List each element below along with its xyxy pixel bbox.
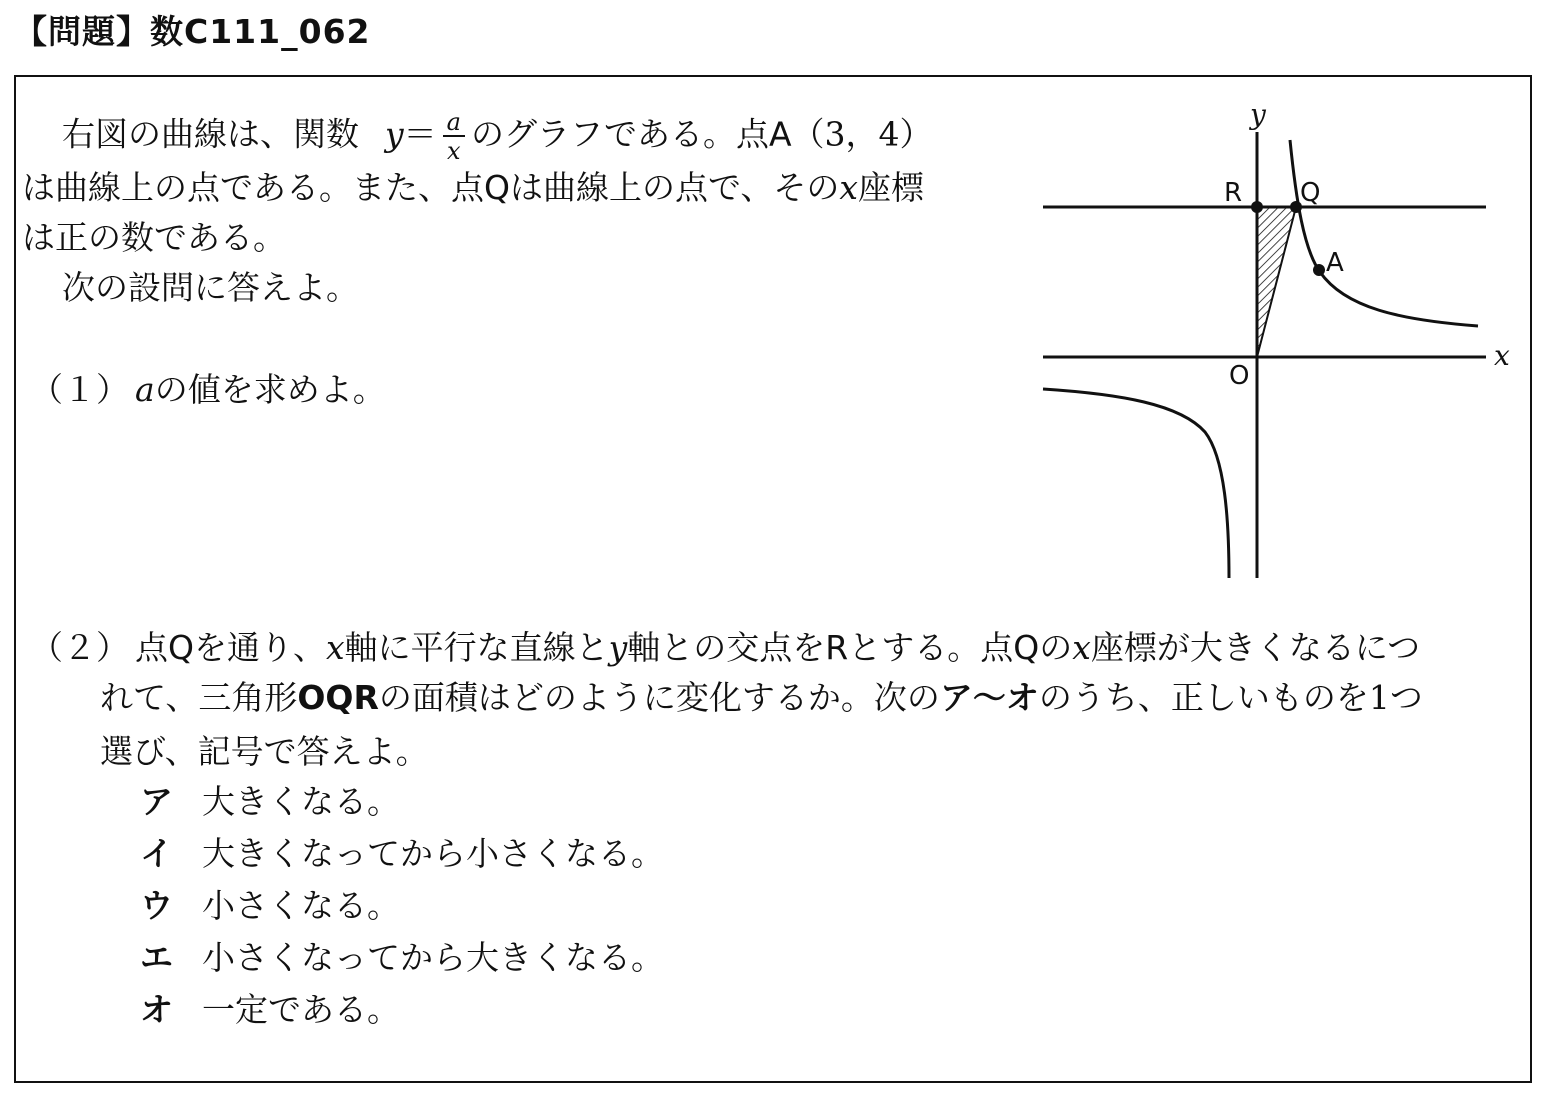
function-fraction (443, 110, 465, 163)
choice-item (140, 938, 664, 978)
intro-text: は曲線上の点で、その (509, 168, 840, 207)
point-r-text: R (1224, 178, 1243, 208)
point-r-marker (1251, 201, 1263, 213)
point-q-text: Q (1300, 178, 1321, 208)
choice-mark: エ (140, 938, 173, 977)
choice-item (140, 990, 400, 1030)
problem-title: 【問題】数C111_062 (14, 12, 371, 51)
choice-range: ア～オ (939, 678, 1039, 717)
fraction-denominator: x (447, 137, 461, 165)
question-2-text: とする。点 (848, 628, 1014, 667)
point-a-coords: （3，4） (791, 114, 933, 154)
question-2-text: 軸との交点を (627, 628, 826, 667)
intro-line-3: は正の数である。 (22, 218, 286, 257)
intro-text: のグラフである。点 (470, 114, 769, 154)
question-2-text: 座標が大きくなるにつ (1090, 628, 1421, 667)
intro-line-1 (62, 110, 933, 163)
origin-label: O (1229, 361, 1250, 391)
choice-mark: ア (140, 782, 173, 821)
question-2-text: を通り、 (193, 628, 326, 667)
point-q-label: Q (484, 168, 510, 207)
hyperbola-branch-negative (1043, 389, 1229, 578)
choice-text: 一定である。 (202, 990, 400, 1029)
question-2-text: れて、三角形 (100, 678, 298, 717)
question-2-number: （２） (30, 628, 129, 667)
choice-mark: オ (140, 990, 173, 1029)
choice-mark: イ (140, 834, 173, 873)
variable-x: x (325, 628, 345, 667)
y-axis-label: y (1250, 98, 1266, 131)
point-q-label: Q (1013, 628, 1040, 667)
fraction-numerator: a (443, 110, 465, 137)
point-a-marker (1313, 264, 1325, 276)
triangle-oqr-shading (1257, 207, 1296, 357)
function-equals: ＝ (403, 114, 437, 154)
intro-text: 座標 (857, 168, 924, 207)
choice-text: 大きくなってから小さくなる。 (202, 834, 664, 873)
variable-a: a (135, 370, 155, 409)
triangle-oqr-label: OQR (297, 678, 379, 717)
point-q-label: Q (168, 628, 194, 667)
question-1-number: （１） (30, 370, 129, 409)
question-1 (30, 370, 386, 410)
question-2-text: 点 (135, 628, 168, 667)
intro-line-4: 次の設問に答えよ。 (62, 268, 359, 307)
hyperbola-branch-positive (1290, 140, 1478, 326)
variable-y: y (608, 628, 628, 667)
variable-x: x (1072, 628, 1091, 667)
question-1-text: の値を求めよ。 (154, 370, 386, 409)
choice-text: 小さくなる。 (202, 886, 400, 925)
function-y: y (385, 114, 404, 154)
variable-x: x (839, 168, 858, 207)
intro-text: 右図の曲線は、関数 (62, 114, 359, 154)
point-a-label: A (768, 114, 792, 154)
choice-text: 大きくなる。 (202, 782, 400, 821)
x-axis-label: x (1494, 339, 1510, 372)
question-2-text: のうち、正しいものを1つ (1038, 678, 1423, 717)
intro-text: は曲線上の点である。また、点 (22, 168, 484, 207)
hyperbola-graph (1030, 95, 1520, 585)
question-2-line-2 (100, 678, 1423, 718)
question-2-text: の (1039, 628, 1073, 667)
choice-text: 小さくなってから大きくなる。 (202, 938, 664, 977)
choice-mark: ウ (140, 886, 173, 925)
point-a-text: A (1326, 248, 1344, 278)
question-2-line-3: 選び、記号で答えよ。 (100, 732, 429, 771)
choice-item (140, 834, 664, 874)
question-2-text: 軸に平行な直線と (344, 628, 609, 667)
intro-line-2 (22, 168, 924, 208)
choice-item (140, 782, 400, 822)
choice-item (140, 886, 400, 926)
point-r-label: R (825, 628, 849, 667)
question-2-line-1 (30, 628, 1420, 668)
question-2-text: の面積はどのように変化するか。次の (378, 678, 940, 717)
